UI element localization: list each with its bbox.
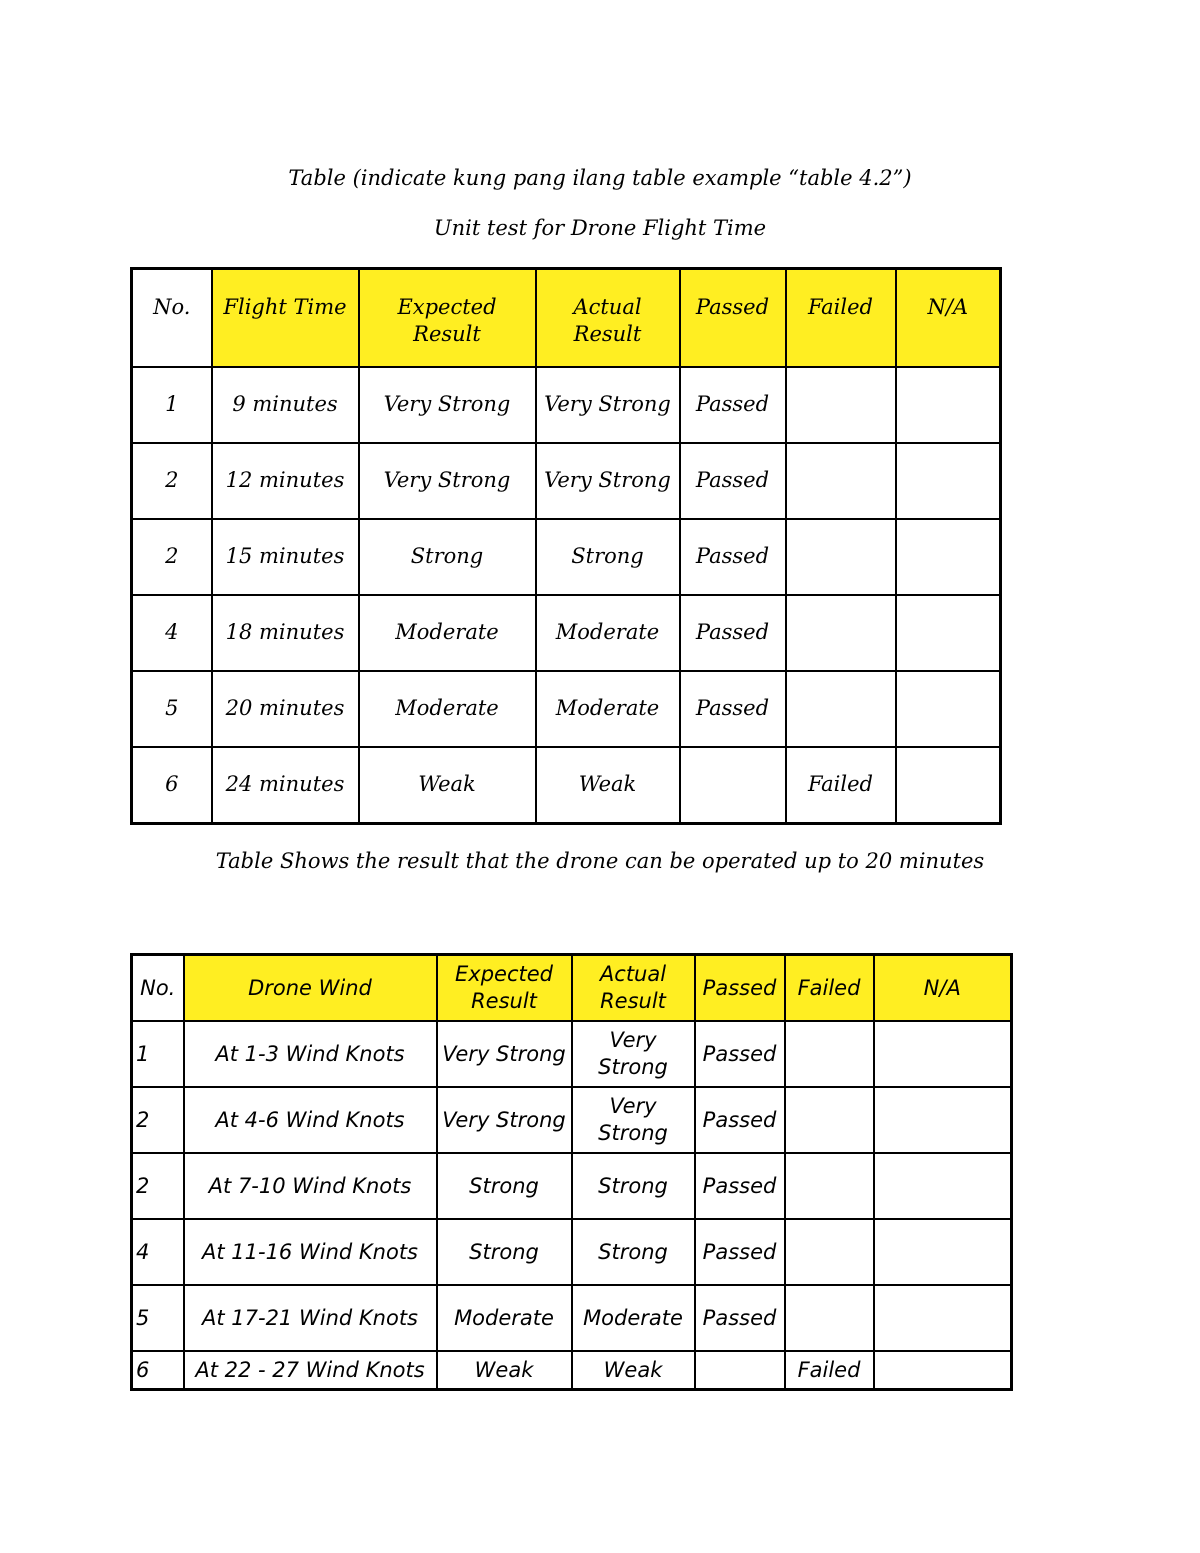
table-cell: [874, 1285, 1012, 1351]
table-caption-note: Table Shows the result that the drone can be operated up to 20 minutes: [215, 849, 985, 873]
table-cell: Very Strong: [536, 367, 680, 443]
table-cell: Weak: [572, 1351, 695, 1390]
table-cell: Strong: [572, 1219, 695, 1285]
table-cell: 2: [132, 519, 212, 595]
header-cell: [536, 269, 680, 367]
table-cell: 1: [132, 367, 212, 443]
table-cell: Passed: [695, 1219, 785, 1285]
table-cell: [896, 519, 1001, 595]
table-cell: Passed: [680, 519, 786, 595]
table-cell: Passed: [695, 1087, 785, 1153]
table-cell: [785, 1219, 874, 1285]
table-caption-title: Table (indicate kung pang ilang table example “table 4.2”): [288, 166, 912, 190]
table-cell: Failed: [786, 747, 896, 824]
table-cell: [680, 747, 786, 824]
table-cell: Very Strong: [536, 443, 680, 519]
table-cell: Strong: [572, 1153, 695, 1219]
header-cell: Drone Wind: [184, 955, 437, 1022]
table-cell: 20 minutes: [212, 671, 359, 747]
table-cell: [896, 595, 1001, 671]
table-cell: [785, 1021, 874, 1087]
table-cell: 6: [132, 747, 212, 824]
table-cell: 1: [132, 1021, 184, 1087]
table-cell: 4: [132, 595, 212, 671]
table-cell: At 11-16 Wind Knots: [184, 1219, 437, 1285]
header-cell: N/A: [896, 269, 1001, 367]
table-cell: Strong: [359, 519, 536, 595]
table-cell: Moderate: [437, 1285, 572, 1351]
header-cell: Failed: [786, 269, 896, 367]
table-row: [132, 519, 1001, 595]
table-row: [132, 367, 1001, 443]
table-cell: 5: [132, 671, 212, 747]
table-cell: Moderate: [536, 671, 680, 747]
table-cell: 2: [132, 1153, 184, 1219]
table-cell: 2: [132, 443, 212, 519]
header-cell: Passed: [680, 269, 786, 367]
header-cell: Expected Result: [359, 269, 536, 367]
table-cell: At 1-3 Wind Knots: [184, 1021, 437, 1087]
table-cell: Passed: [680, 671, 786, 747]
table-cell: Moderate: [359, 671, 536, 747]
table-cell: Weak: [437, 1351, 572, 1390]
table-cell: Very Strong: [359, 443, 536, 519]
table-cell: Very Strong: [437, 1087, 572, 1153]
header-cell: Expected Result: [437, 955, 572, 1022]
table-cell: [785, 1087, 874, 1153]
table-cell: Weak: [536, 747, 680, 824]
table-cell: Passed: [695, 1153, 785, 1219]
table-cell: At 4-6 Wind Knots: [184, 1087, 437, 1153]
table-cell: 15 minutes: [212, 519, 359, 595]
flight-time-table: [130, 267, 1002, 825]
table-row: [132, 1219, 1012, 1285]
table-cell: [874, 1153, 1012, 1219]
table-cell: 24 minutes: [212, 747, 359, 824]
table-cell: Passed: [695, 1021, 785, 1087]
table-header-row: [132, 955, 1012, 1022]
table-cell: [896, 671, 1001, 747]
table-cell: [786, 671, 896, 747]
table-cell: Moderate: [359, 595, 536, 671]
table-cell: [896, 747, 1001, 824]
table-cell: At 17-21 Wind Knots: [184, 1285, 437, 1351]
table-cell: Passed: [680, 595, 786, 671]
table-cell: 4: [132, 1219, 184, 1285]
table-cell: 18 minutes: [212, 595, 359, 671]
header-cell-text: Actual Result: [573, 295, 642, 346]
table-cell: [786, 519, 896, 595]
table-cell: Very Strong: [359, 367, 536, 443]
table-cell: Moderate: [572, 1285, 695, 1351]
table-cell: 2: [132, 1087, 184, 1153]
table-cell: [786, 367, 896, 443]
table-cell: Very Strong: [572, 1087, 695, 1153]
table-row: [132, 671, 1001, 747]
table-cell: Very Strong: [437, 1021, 572, 1087]
table-row: [132, 595, 1001, 671]
header-cell: No.: [132, 955, 184, 1022]
table-cell: Weak: [359, 747, 536, 824]
table-cell: Strong: [437, 1153, 572, 1219]
table-cell: [874, 1351, 1012, 1390]
table-cell: Failed: [785, 1351, 874, 1390]
table-caption-subtitle: Unit test for Drone Flight Time: [433, 216, 767, 240]
table-row: [132, 1087, 1012, 1153]
table-cell: [874, 1219, 1012, 1285]
table-cell: 12 minutes: [212, 443, 359, 519]
table-row: [132, 1153, 1012, 1219]
table-cell: [874, 1087, 1012, 1153]
header-cell: N/A: [874, 955, 1012, 1022]
table-cell: [896, 367, 1001, 443]
wind-test-table: [130, 953, 1013, 1391]
table-cell: Very Strong: [572, 1021, 695, 1087]
table-cell: [695, 1351, 785, 1390]
table-row: [132, 747, 1001, 824]
table-cell: At 7-10 Wind Knots: [184, 1153, 437, 1219]
table-cell: [896, 443, 1001, 519]
table-cell: Moderate: [536, 595, 680, 671]
table-cell: [785, 1285, 874, 1351]
table-cell: 5: [132, 1285, 184, 1351]
table-cell: Passed: [680, 367, 786, 443]
table-row: [132, 1021, 1012, 1087]
table-row: [132, 1351, 1012, 1390]
table-cell: [786, 443, 896, 519]
table-cell: [785, 1153, 874, 1219]
table-cell: [786, 595, 896, 671]
table-cell: Passed: [680, 443, 786, 519]
table-cell: Strong: [437, 1219, 572, 1285]
header-cell: Flight Time: [212, 269, 359, 367]
header-cell: Passed: [695, 955, 785, 1022]
table-cell: Passed: [695, 1285, 785, 1351]
table-cell: Strong: [536, 519, 680, 595]
table-row: [132, 1285, 1012, 1351]
table-cell: [874, 1021, 1012, 1087]
table-cell: 9 minutes: [212, 367, 359, 443]
table-header-row: [132, 269, 1001, 367]
table-cell: At 22 - 27 Wind Knots: [184, 1351, 437, 1390]
header-cell: Actual Result: [572, 955, 695, 1022]
table-cell: 6: [132, 1351, 184, 1390]
header-cell: Failed: [785, 955, 874, 1022]
header-cell: No.: [132, 269, 212, 367]
table-row: [132, 443, 1001, 519]
